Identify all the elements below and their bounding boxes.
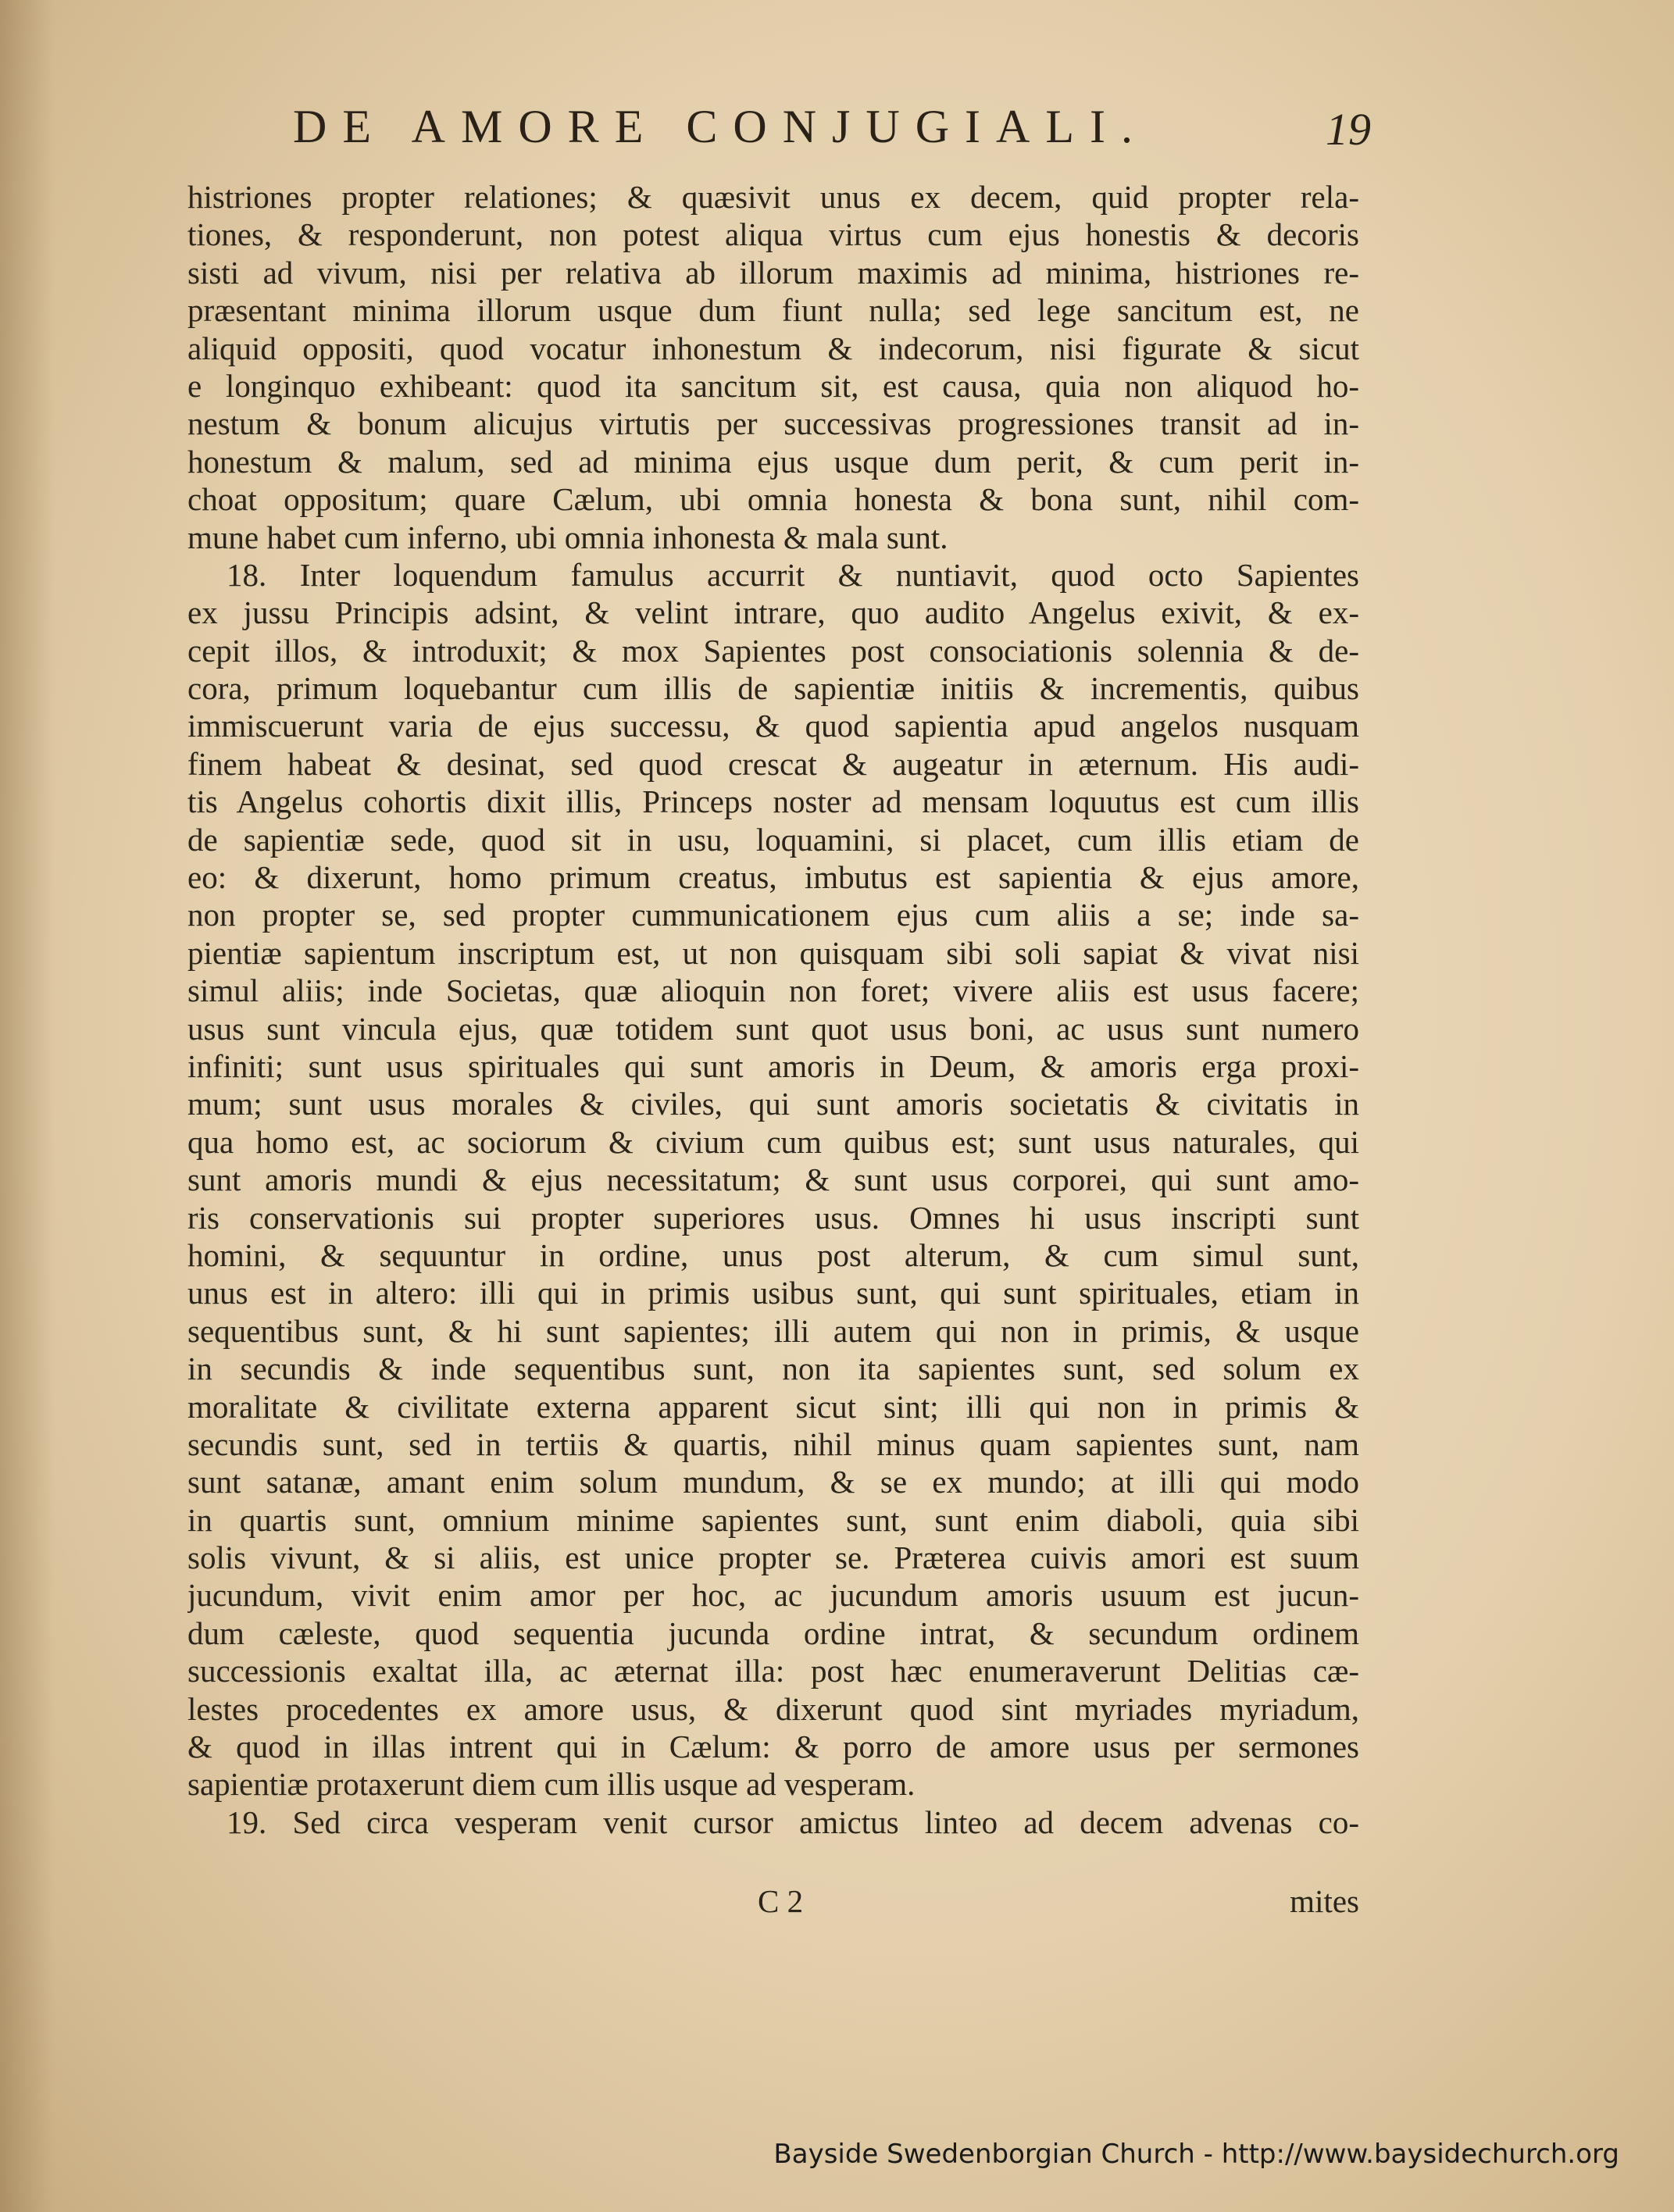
text-line: dum cæleste, quod sequentia jucunda ordine intrat, & secundum ordinem bbox=[187, 1614, 1359, 1651]
text-line: aliquid oppositi, quod vocatur inhonestum & indecorum, nisi figurate & sicut bbox=[187, 330, 1359, 366]
text-line: sisti ad vivum, nisi per relativa ab illorum maximis ad minima, histriones re- bbox=[187, 254, 1359, 291]
text-line: mum; sunt usus morales & civiles, qui sunt amoris societatis & civitatis in bbox=[187, 1086, 1359, 1122]
text-line: sunt amoris mundi & ejus necessitatum; & sunt usus corporei, qui sunt amo- bbox=[187, 1161, 1359, 1198]
text-line: & quod in illas intrent qui in Cælum: & porro de amore usus per sermones bbox=[187, 1729, 1359, 1765]
text-line: e longinquo exhibeant: quod ita sancitum sit, est causa, quia non aliquod ho- bbox=[187, 367, 1359, 404]
text-line: secundis sunt, sed in tertiis & quartis, nihil minus quam sapientes sunt, nam bbox=[187, 1425, 1359, 1462]
text-line: ris conservationis sui propter superiores usus. Omnes hi usus inscripti sunt bbox=[187, 1199, 1359, 1236]
spine-shadow bbox=[0, 0, 55, 2212]
text-line: jucundum, vivit enim amor per hoc, ac jucundum amoris usuum est jucun- bbox=[187, 1577, 1359, 1614]
text-line: in secundis & inde sequentibus sunt, non ita sapientes sunt, sed solum ex bbox=[187, 1350, 1359, 1387]
text-line: eo: & dixerunt, homo primum creatus, imbutus est sapientia & ejus amore, bbox=[187, 859, 1359, 896]
text-line: ex jussu Principis adsint, & velint intrare, quo audito Angelus exivit, & ex- bbox=[187, 594, 1359, 631]
text-line: cora, primum loquebantur cum illis de sapientiæ initiis & incrementis, quibus bbox=[187, 670, 1359, 707]
text-line: qua homo est, ac sociorum & civium cum quibus est; sunt usus naturales, qui bbox=[187, 1123, 1359, 1160]
text-line: tiones, & responderunt, non potest aliqua virtus cum ejus honestis & decoris bbox=[187, 216, 1359, 253]
text-line: de sapientiæ sede, quod sit in usu, loquamini, si placet, cum illis etiam de bbox=[187, 821, 1359, 858]
text-line: tis Angelus cohortis dixit illis, Princeps noster ad mensam loquutus est cum illis bbox=[187, 783, 1359, 820]
signature-line bbox=[187, 1882, 1359, 1921]
body-text bbox=[187, 178, 1359, 1841]
text-line: successionis exaltat illa, ac æternat illa: post hæc enumeraverunt Delitias cæ- bbox=[187, 1653, 1359, 1689]
text-line: homini, & sequuntur in ordine, unus post alterum, & cum simul sunt, bbox=[187, 1236, 1359, 1273]
text-line: mune habet cum inferno, ubi omnia inhonesta & mala sunt. bbox=[187, 519, 948, 555]
text-line: non propter se, sed propter cummunicationem ejus cum aliis a se; inde sa- bbox=[187, 897, 1359, 933]
text-line: nestum & bonum alicujus virtutis per successivas progressiones transit ad in- bbox=[187, 405, 1359, 442]
text-line: sapientiæ protaxerunt diem cum illis usque ad vesperam. bbox=[187, 1766, 916, 1803]
page-number: 19 bbox=[1326, 104, 1371, 155]
text-line: pientiæ sapientum inscriptum est, ut non quisquam sibi soli sapiat & vivat nisi bbox=[187, 934, 1359, 971]
text-line: cepit illos, & introduxit; & mox Sapientes post consociationis solennia & de- bbox=[187, 632, 1359, 669]
text-line: præsentant minima illorum usque dum fiunt nulla; sed lege sancitum est, ne bbox=[187, 292, 1359, 329]
running-head bbox=[293, 100, 1371, 162]
text-line: finem habeat & desinat, sed quod crescat & augeatur in æternum. His audi- bbox=[187, 745, 1359, 782]
text-line: honestum & malum, sed ad minima ejus usque dum perit, & cum perit in- bbox=[187, 443, 1359, 480]
text-line: sunt satanæ, amant enim solum mundum, & se ex mundo; at illi qui modo bbox=[187, 1464, 1359, 1500]
footer-credit: Bayside Swedenborgian Church - http://www.baysidechurch.org bbox=[773, 2139, 1619, 2170]
text-line: lestes procedentes ex amore usus, & dixerunt quod sint myriades myriadum, bbox=[187, 1690, 1359, 1727]
text-line: histriones propter relationes; & quæsivit unus ex decem, quid propter rela- bbox=[187, 179, 1359, 215]
text-line: sequentibus sunt, & hi sunt sapientes; illi autem qui non in primis, & usque bbox=[187, 1312, 1359, 1349]
text-line: unus est in altero: illi qui in primis usibus sunt, qui sunt spirituales, etiam in bbox=[187, 1275, 1359, 1311]
text-line: moralitate & civilitate externa apparent sicut sint; illi qui non in primis & bbox=[187, 1388, 1359, 1425]
text-line: 19. Sed circa vesperam venit cursor amictus linteo ad decem advenas co- bbox=[227, 1803, 1359, 1840]
text-line: immiscuerunt varia de ejus successu, & quod sapientia apud angelos nusquam bbox=[187, 708, 1359, 744]
text-line: 18. Inter loquendum famulus accurrit & nuntiavit, quod octo Sapientes bbox=[227, 556, 1359, 593]
text-line: in quartis sunt, omnium minime sapientes sunt, sunt enim diaboli, quia sibi bbox=[187, 1501, 1359, 1538]
text-line: choat oppositum; quare Cælum, ubi omnia honesta & bona sunt, nihil com- bbox=[187, 481, 1359, 518]
text-line: solis vivunt, & si aliis, est unice propter se. Præterea cuivis amori est suum bbox=[187, 1539, 1359, 1576]
signature-mark: C 2 bbox=[758, 1883, 804, 1919]
running-title: DE AMORE CONJUGIALI. bbox=[293, 101, 1148, 152]
text-line: infiniti; sunt usus spirituales qui sunt amoris in Deum, & amoris erga proxi- bbox=[187, 1047, 1359, 1084]
text-line: usus sunt vincula ejus, quæ totidem sunt quot usus boni, ac usus sunt numero bbox=[187, 1010, 1359, 1047]
text-line: simul aliis; inde Societas, quæ alioquin non foret; vivere aliis est usus facere; bbox=[187, 972, 1359, 1009]
catchword: mites bbox=[1290, 1883, 1359, 1919]
